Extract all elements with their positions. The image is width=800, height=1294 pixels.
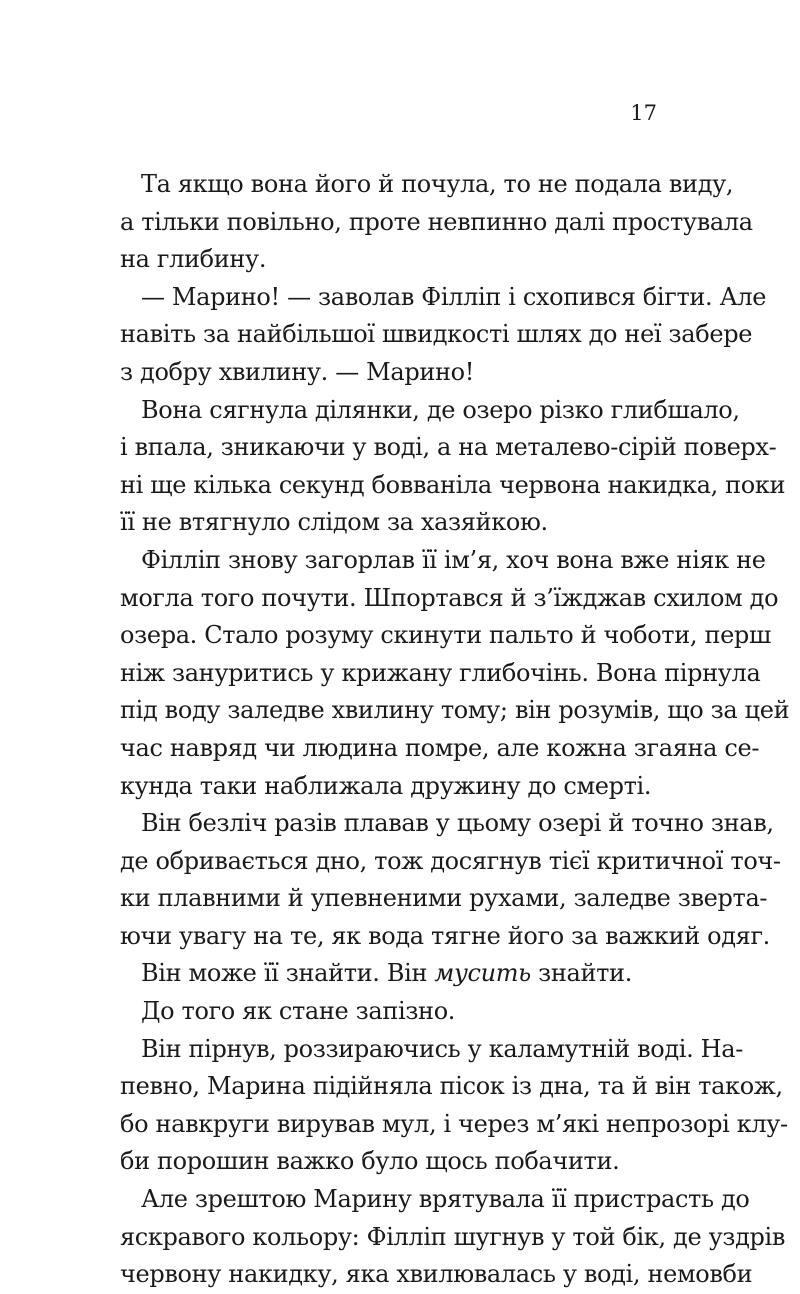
text-line: озера. Стало розуму скинути пальто й чоботи, перш <box>120 621 771 650</box>
text-line: яскравого кольору: Філліп шугнув у той бік, де уздрів <box>120 1222 786 1251</box>
paragraph <box>120 166 753 279</box>
body-text <box>120 166 790 1294</box>
text-line: До того як стане запізно. <box>141 997 456 1026</box>
text-line: Але зрештою Марину врятувала її пристрасть до <box>141 1185 750 1214</box>
text-line: її не втягнуло слідом за хазяйкою. <box>120 508 548 537</box>
page-number: 17 <box>630 101 657 125</box>
text-line: з добру хвилину. — Марино! <box>120 357 475 386</box>
text-line: Та якщо вона його й почула, то не подала виду, <box>141 170 734 198</box>
text-line <box>120 955 675 993</box>
paragraph <box>120 955 675 993</box>
paragraph <box>120 392 786 542</box>
paragraph <box>120 805 781 955</box>
text-line: Філліп знову загорлав її ім’я, хоч вона вже ніяк не <box>141 545 766 574</box>
text-line: і впала, зникаючи у воді, а на металево-сірій поверх- <box>120 433 777 462</box>
text-line: кунда таки наближала дружину до смерті. <box>120 771 652 800</box>
paragraph <box>120 1181 786 1294</box>
text-segment: знайти. <box>530 959 632 988</box>
text-line: ніж зануритись у крижану глибочінь. Вона пірнула <box>120 658 761 687</box>
text-line: навіть за найбільшої швидкості шлях до неї забере <box>120 320 753 349</box>
text-line: під воду заледве хвилину тому; він розумів, що за цей <box>120 696 790 725</box>
text-line: на глибину. <box>120 245 267 274</box>
text-line: червону накидку, яка хвилювалась у воді, немовби <box>120 1260 753 1289</box>
text-line: бо навкруги вирував мул, і через м’які непрозорі клу- <box>120 1109 788 1138</box>
text-line: Він пірнув, роззираючись у каламутній воді. На- <box>141 1034 743 1063</box>
paragraph <box>120 993 675 1031</box>
text-line: Вона сягнула ділянки, де озеро різко глибшало, <box>141 395 740 424</box>
text-line: де обривається дно, тож досягнув тієї критичної точ- <box>120 846 781 875</box>
emphasis-text: мусить <box>434 959 531 988</box>
text-line: — Марино! — заволав Філліп і схопився бігти. Але <box>141 282 767 311</box>
paragraph <box>120 1031 788 1181</box>
text-line: Він безліч разів плавав у цьому озері й точно знав, <box>141 809 774 838</box>
text-line: ки плавними й упевненими рухами, заледве зверта- <box>120 884 768 913</box>
text-line: а тільки повільно, проте невпинно далі простувала <box>120 207 753 236</box>
text-line: час навряд чи людина помре, але кожна згаяна се- <box>120 733 760 762</box>
text-line: би порошин важко було щось побачити. <box>120 1147 620 1176</box>
text-line: певно, Марина підійняла пісок із дна, та й він також, <box>120 1072 783 1101</box>
paragraph <box>120 542 790 805</box>
paragraph <box>120 279 767 392</box>
text-line: могла того почути. Шпортався й з’їжджав схилом до <box>120 583 779 612</box>
text-line: ючи увагу на те, як вода тягне його за важкий одяг. <box>120 921 770 950</box>
text-segment: Він може її знайти. Він <box>141 959 435 988</box>
text-line: ні ще кілька секунд бовваніла червона накидка, поки <box>120 470 786 499</box>
